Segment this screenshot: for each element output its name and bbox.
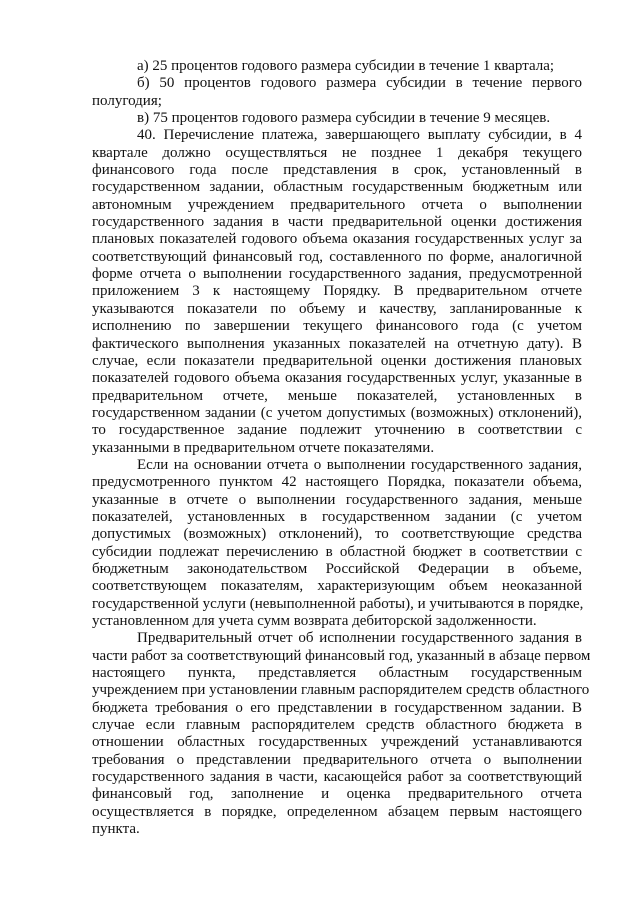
paragraph: [92, 110, 582, 127]
text-line: государственном задании, областным государственным бюджетным или: [92, 179, 582, 196]
paragraph: [92, 457, 582, 630]
text-line: приложением 3 к настоящему Порядку. В предварительном отчете: [92, 283, 582, 300]
text-line: исполнению по завершении текущего финансового года (с учетом: [92, 318, 582, 335]
document-page: [92, 58, 591, 838]
text-line: требования о представлении предварительного отчета о выполнении: [92, 751, 582, 768]
text-line: настоящего пункта, представляется областным государственным: [92, 665, 582, 682]
text-line: форме отчета о выполнении государственного задания, предусмотренной: [92, 266, 582, 283]
text-line: предусмотренного пунктом 42 настоящего Порядка, показатели объема,: [92, 474, 582, 491]
text-line: осуществляется в порядке, определенном абзацем первым настоящего: [92, 803, 582, 820]
text-line: б) 50 процентов годового размера субсидии в течение первого: [137, 75, 582, 92]
text-line: финансового года после представления в срок, установленный в: [92, 162, 582, 179]
text-line: бюджетным законодательством Российской Федерации в объеме,: [92, 560, 582, 577]
text-line: допустимых (возможных) отклонений), то соответствующие средства: [92, 526, 582, 543]
paragraph: [92, 127, 582, 457]
text-line: в) 75 процентов годового размера субсидии в течение 9 месяцев.: [137, 110, 551, 127]
text-line: указываются показатели по объему и качеству, запланированные к: [92, 300, 582, 317]
text-line: показателей, установленных в государственном задании (с учетом: [92, 508, 582, 525]
text-line: государственного задания в части предварительной оценки достижения: [92, 214, 582, 231]
text-line: установленном для учета сумм возврата дебиторской задолженности.: [92, 613, 537, 629]
text-line: субсидии подлежат перечислению в областной бюджет в соответствии с: [92, 543, 582, 560]
text-line: указанными в предварительном отчете показателями.: [92, 439, 435, 456]
text-line: соответствующий финансовый год, составленного по форме, аналогичной: [92, 248, 582, 265]
text-line: а) 25 процентов годового размера субсидии в течение 1 квартала;: [137, 58, 555, 74]
text-line: предварительном отчете, меньше показателей, установленных в: [92, 387, 582, 404]
text-line: плановых показателей годового объема оказания государственных услуг за: [92, 231, 582, 248]
text-line: Если на основании отчета о выполнении государственного задания,: [137, 456, 582, 473]
text-line: государственного задания в части, касающейся работ за соответствующий: [92, 769, 582, 786]
text-line: соответствующем показателям, характеризующим объем неоказанной: [92, 578, 582, 595]
text-line: государственной услуги (невыполненной работы), и учитываются в порядке,: [92, 595, 584, 612]
paragraph: [92, 75, 582, 110]
text-line: случае если главным распорядителем средств областного бюджета в: [92, 717, 582, 734]
text-line: учреждением при установлении главным распорядителем средств областного: [92, 682, 590, 699]
text-line: части работ за соответствующий финансовый год, указанный в абзаце первом: [92, 647, 591, 664]
text-line: квартале должно осуществляться не позднее 1 декабря текущего: [92, 144, 582, 161]
text-line: то государственное задание подлежит уточнению в соответствии с: [92, 422, 582, 439]
text-line: автономным учреждением предварительного отчета о выполнении: [92, 196, 582, 213]
text-line: бюджета требования о его представлении в государственном задании. В: [92, 699, 582, 716]
text-line: указанные в отчете о выполнении государственного задания, меньше: [92, 491, 582, 508]
text-line: 40. Перечисление платежа, завершающего выплату субсидии, в 4: [137, 127, 582, 144]
text-line: полугодия;: [92, 92, 162, 109]
text-line: Предварительный отчет об исполнении государственного задания в: [137, 630, 582, 647]
paragraph: [92, 58, 582, 75]
text-line: пункта.: [92, 821, 140, 838]
text-line: отношении областных государственных учреждений устанавливаются: [92, 734, 582, 751]
text-line: государственном задании (с учетом допустимых (возможных) отклонений),: [92, 404, 582, 421]
paragraph: [92, 630, 591, 838]
text-line: фактического выполнения указанных показателей на отчетную дату). В: [92, 335, 582, 352]
text-line: финансовый год, заполнение и оценка предварительного отчета: [92, 786, 582, 803]
text-line: случае, если показатели предварительной оценки достижения плановых: [92, 352, 582, 369]
text-line: показателей годового объема оказания государственных услуг, указанные в: [92, 370, 582, 387]
